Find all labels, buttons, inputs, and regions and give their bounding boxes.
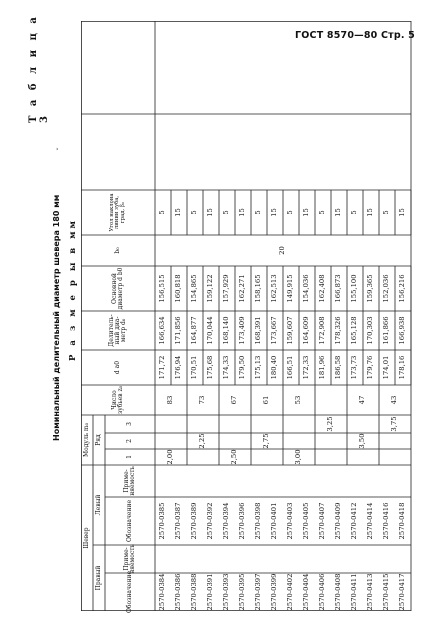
cell-tip-diameter: 174,01	[382, 355, 391, 380]
cell-helix-angle: 5	[222, 210, 231, 215]
cell-right-designation: 2570-0397	[254, 573, 263, 611]
cell-tip-diameter: 178,16	[398, 355, 407, 380]
cell-right-designation: 2570-0391	[206, 573, 215, 611]
cell-tip-diameter: 173,73	[350, 355, 359, 380]
cell-base-diameter: 166,873	[334, 274, 343, 303]
cell-tip-diameter: 180,40	[270, 355, 279, 380]
cell-tip-diameter: 176,94	[174, 355, 183, 380]
header-width: b₀	[113, 247, 121, 254]
cell-base-diameter: 162,513	[270, 274, 279, 303]
cell-left-designation: 2570-0389	[190, 502, 199, 540]
cell-right-designation: 2570-0413	[366, 573, 375, 611]
cell-tip-diameter: 186,58	[334, 355, 343, 380]
cell-left-designation: 2570-0407	[318, 502, 327, 540]
header-shever: Шевер	[82, 527, 90, 549]
cell-tip-diameter: 175,13	[254, 355, 263, 380]
cell-base-diameter: 159,122	[206, 274, 215, 303]
cell-teeth: 61	[262, 395, 271, 405]
cell-helix-angle: 5	[190, 210, 199, 215]
cell-right-designation: 2570-0417	[398, 573, 407, 611]
cell-base-diameter: 155,100	[350, 274, 359, 303]
cell-pitch-diameter: 164,877	[190, 316, 199, 345]
cell-width: 20	[278, 246, 287, 255]
header-row-1: 1	[125, 455, 133, 459]
header-right-designation: Обозначение	[125, 570, 133, 614]
header-left-application: Приме- няемость	[122, 466, 136, 496]
units-caption: Р а з м е р ы в мм	[68, 218, 78, 361]
cell-module: 2,50	[230, 449, 239, 465]
cell-pitch-diameter: 170,303	[366, 316, 375, 345]
shaver-dimension-table	[81, 21, 412, 614]
header-row-3: 3	[125, 422, 133, 426]
table-title: Номинальный делительный диаметр шевера 180 мм	[52, 194, 61, 441]
page-header: ГОСТ 8570—80 Стр. 5	[295, 30, 415, 41]
header-right-application: Приме- няемость	[122, 544, 136, 574]
cell-helix-angle: 15	[238, 208, 247, 217]
cell-left-designation: 2570-0396	[238, 502, 247, 540]
cell-module: 2,75	[262, 433, 271, 449]
cell-base-diameter: 156,515	[158, 274, 167, 303]
header-left: Левый	[94, 494, 102, 516]
cell-pitch-diameter: 173,409	[238, 316, 247, 345]
scan-mark: ˇ	[56, 147, 65, 151]
cell-left-designation: 2570-0414	[366, 502, 375, 540]
header-tip-diameter: d a0	[113, 360, 121, 375]
cell-base-diameter: 160,818	[174, 274, 183, 303]
cell-base-diameter: 154,865	[190, 274, 199, 303]
cell-helix-angle: 15	[206, 208, 215, 217]
cell-right-designation: 2570-0384	[158, 573, 167, 611]
cell-module: 3,25	[326, 416, 335, 432]
cell-right-designation: 2570-0406	[318, 573, 327, 611]
cell-pitch-diameter: 178,326	[334, 316, 343, 345]
cell-pitch-diameter: 173,667	[270, 316, 279, 345]
cell-helix-angle: 15	[398, 208, 407, 217]
cell-right-designation: 2570-0388	[190, 573, 199, 611]
cell-pitch-diameter: 164,609	[302, 316, 311, 345]
cell-base-diameter: 149,915	[286, 274, 295, 303]
cell-helix-angle: 5	[382, 210, 391, 215]
cell-right-designation: 2570-0395	[238, 573, 247, 611]
header-right: Правый	[94, 565, 102, 591]
cell-pitch-diameter: 168,391	[254, 316, 263, 345]
cell-helix-angle: 5	[318, 210, 327, 215]
cell-right-designation: 2570-0399	[270, 573, 279, 611]
cell-module: 3,00	[294, 449, 303, 465]
cell-base-diameter: 162,408	[318, 274, 327, 303]
cell-right-designation: 2570-0411	[350, 573, 359, 611]
cell-left-designation: 2570-0416	[382, 502, 391, 540]
header-module: Модуль m₀	[82, 422, 90, 458]
header-row-2: 2	[125, 439, 133, 443]
cell-tip-diameter: 179,50	[238, 355, 247, 380]
cell-teeth: 67	[230, 395, 239, 405]
cell-tip-diameter: 175,68	[206, 355, 215, 380]
cell-teeth: 43	[390, 395, 399, 405]
cell-helix-angle: 15	[302, 208, 311, 217]
cell-pitch-diameter: 161,866	[382, 316, 391, 345]
header-base-diameter: Основной диаметр d b0	[110, 267, 124, 310]
cell-left-designation: 2570-0401	[270, 502, 279, 540]
cell-pitch-diameter: 170,044	[206, 316, 215, 345]
cell-module: 3,75	[390, 416, 399, 432]
cell-module: 2,25	[198, 433, 207, 449]
cell-base-diameter: 154,036	[302, 274, 311, 303]
header-helix-angle: Угол наклона линии зуба, град. β₀	[108, 193, 126, 232]
cell-helix-angle: 5	[158, 210, 167, 215]
cell-teeth: 47	[358, 395, 367, 405]
cell-tip-diameter: 179,76	[366, 355, 375, 380]
cell-helix-angle: 15	[174, 208, 183, 217]
cell-pitch-diameter: 165,128	[350, 316, 359, 345]
cell-teeth: 83	[166, 395, 175, 405]
cell-helix-angle: 15	[270, 208, 279, 217]
cell-left-designation: 2570-0385	[158, 502, 167, 540]
cell-helix-angle: 15	[366, 208, 375, 217]
header-teeth: Число зубьев z₀	[110, 385, 124, 415]
cell-left-designation: 2570-0387	[174, 502, 183, 540]
cell-helix-angle: 15	[334, 208, 343, 217]
cell-right-designation: 2570-0415	[382, 573, 391, 611]
cell-tip-diameter: 172,33	[302, 355, 311, 380]
cell-left-designation: 2570-0412	[350, 502, 359, 540]
cell-right-designation: 2570-0402	[286, 573, 295, 611]
cell-pitch-diameter: 166,938	[398, 316, 407, 345]
cell-module: 2,00	[166, 449, 175, 465]
cell-base-diameter: 162,271	[238, 274, 247, 303]
header-left-designation: Обозначение	[125, 499, 133, 543]
cell-right-designation: 2570-0386	[174, 573, 183, 611]
cell-teeth: 73	[198, 395, 207, 405]
cell-base-diameter: 159,365	[366, 274, 375, 303]
cell-base-diameter: 158,165	[254, 274, 263, 303]
cell-helix-angle: 5	[286, 210, 295, 215]
header-module-row: Ряд	[94, 434, 102, 446]
cell-tip-diameter: 171,72	[158, 355, 167, 380]
cell-module: 3,50	[358, 433, 367, 449]
cell-helix-angle: 5	[254, 210, 263, 215]
cell-pitch-diameter: 159,607	[286, 316, 295, 345]
cell-left-designation: 2570-0392	[206, 502, 215, 540]
cell-tip-diameter: 181,96	[318, 355, 327, 380]
cell-right-designation: 2570-0393	[222, 573, 231, 611]
cell-right-designation: 2570-0408	[334, 573, 343, 611]
cell-pitch-diameter: 171,856	[174, 316, 183, 345]
cell-pitch-diameter: 168,140	[222, 316, 231, 345]
cell-left-designation: 2570-0418	[398, 502, 407, 540]
table-number: Т а б л и ц а 3	[28, 14, 50, 123]
cell-left-designation: 2570-0405	[302, 502, 311, 540]
cell-helix-angle: 5	[350, 210, 359, 215]
cell-left-designation: 2570-0403	[286, 502, 295, 540]
cell-base-diameter: 156,216	[398, 274, 407, 303]
cell-pitch-diameter: 166,634	[158, 316, 167, 345]
cell-tip-diameter: 166,51	[286, 355, 295, 380]
cell-right-designation: 2570-0404	[302, 573, 311, 611]
cell-tip-diameter: 174,33	[222, 355, 231, 380]
cell-base-diameter: 157,929	[222, 274, 231, 303]
cell-tip-diameter: 170,51	[190, 355, 199, 380]
cell-teeth: 53	[294, 395, 303, 405]
cell-left-designation: 2570-0398	[254, 502, 263, 540]
cell-base-diameter: 152,036	[382, 274, 391, 303]
header-pitch-diameter: Делитель- ный диа- метр d₀	[107, 314, 128, 347]
cell-pitch-diameter: 172,908	[318, 316, 327, 345]
cell-left-designation: 2570-0394	[222, 502, 231, 540]
cell-left-designation: 2570-0409	[334, 502, 343, 540]
